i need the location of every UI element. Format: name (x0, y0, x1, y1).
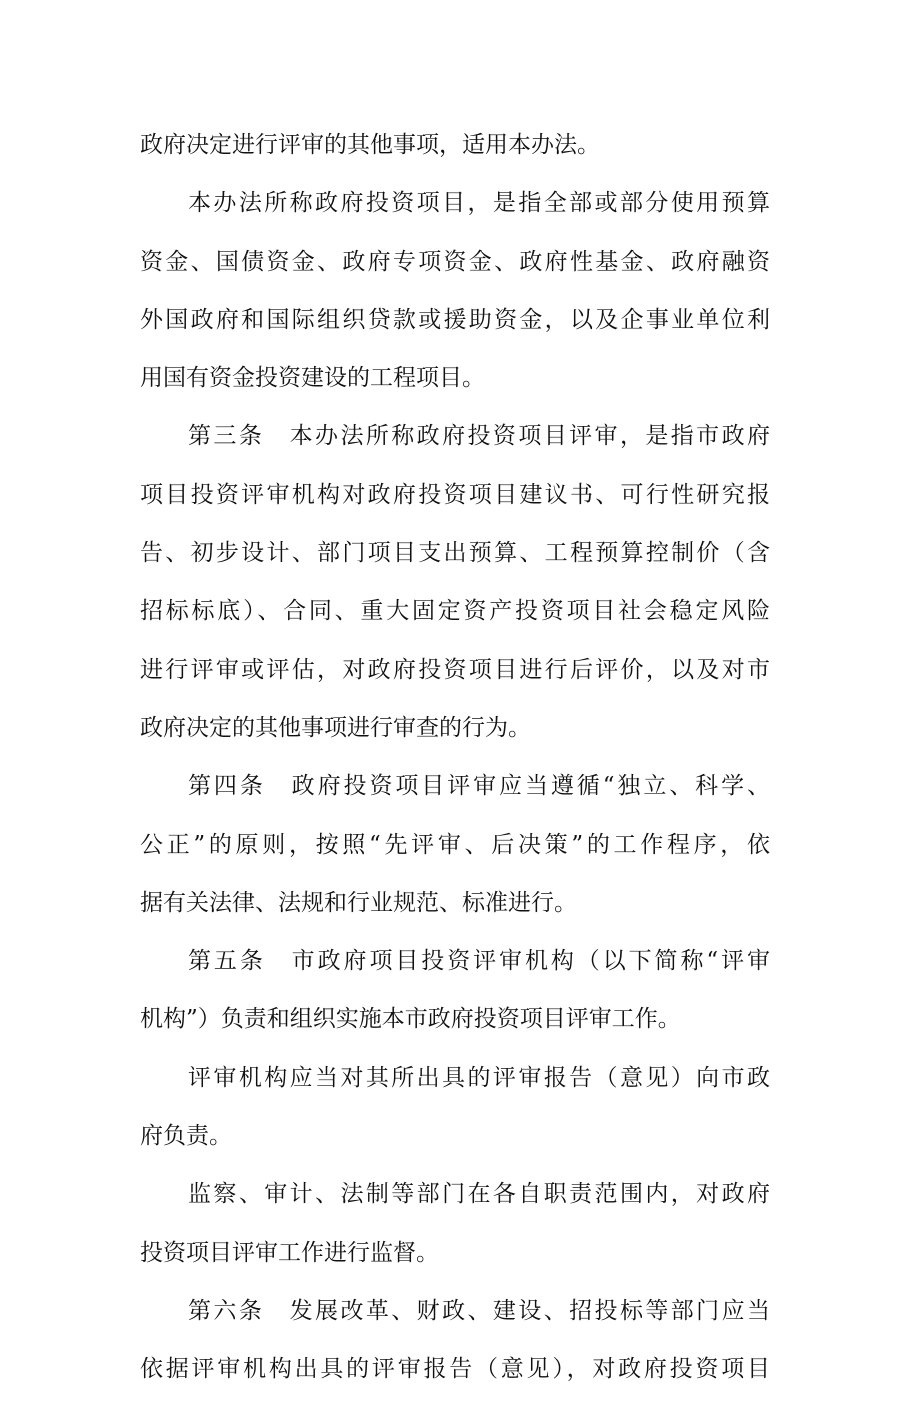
text-line: 项目投资评审机构对政府投资项目建议书、可行性研究报 (140, 481, 770, 508)
text-line: 资金、国债资金、政府专项资金、政府性基金、政府融资 (140, 248, 770, 275)
text-line: 依据评审机构出具的评审报告（意见），对政府投资项目 (140, 1356, 770, 1383)
text-line: 外国政府和国际组织贷款或援助资金，以及企事业单位利 (140, 306, 770, 333)
text-line: 监察、审计、法制等部门在各自职责范围内，对政府 (188, 1181, 770, 1208)
text-line: 公正”的原则，按照“先评审、后决策”的工作程序，依 (140, 831, 770, 858)
text-line: 招标标底）、合同、重大固定资产投资项目社会稳定风险 (140, 598, 770, 625)
text-line: 第四条 政府投资项目评审应当遵循“独立、科学、 (188, 773, 770, 800)
text-line: 用国有资金投资建设的工程项目。 (140, 365, 485, 392)
document-body (140, 121, 770, 1404)
text-line: 进行评审或评估，对政府投资项目进行后评价，以及对市 (140, 656, 770, 683)
text-line: 第六条 发展改革、财政、建设、招投标等部门应当 (188, 1297, 770, 1324)
text-line: 本办法所称政府投资项目，是指全部或部分使用预算 (188, 190, 770, 217)
text-line: 评审机构应当对其所出具的评审报告（意见）向市政 (188, 1064, 770, 1091)
text-line: 政府决定进行评审的其他事项，适用本办法。 (140, 132, 600, 158)
text-line: 第三条 本办法所称政府投资项目评审，是指市政府 (188, 423, 770, 450)
text-line: 第五条 市政府项目投资评审机构（以下简称“评审 (188, 948, 770, 975)
text-line: 政府决定的其他事项进行审查的行为。 (140, 714, 531, 741)
text-line: 据有关法律、法规和行业规范、标准进行。 (140, 889, 577, 916)
text-line: 府负责。 (140, 1123, 232, 1150)
text-line: 告、初步设计、部门项目支出预算、工程预算控制价（含 (140, 540, 770, 567)
text-line: 机构”）负责和组织实施本市政府投资项目评审工作。 (140, 1006, 681, 1033)
text-line: 投资项目评审工作进行监督。 (140, 1239, 439, 1266)
